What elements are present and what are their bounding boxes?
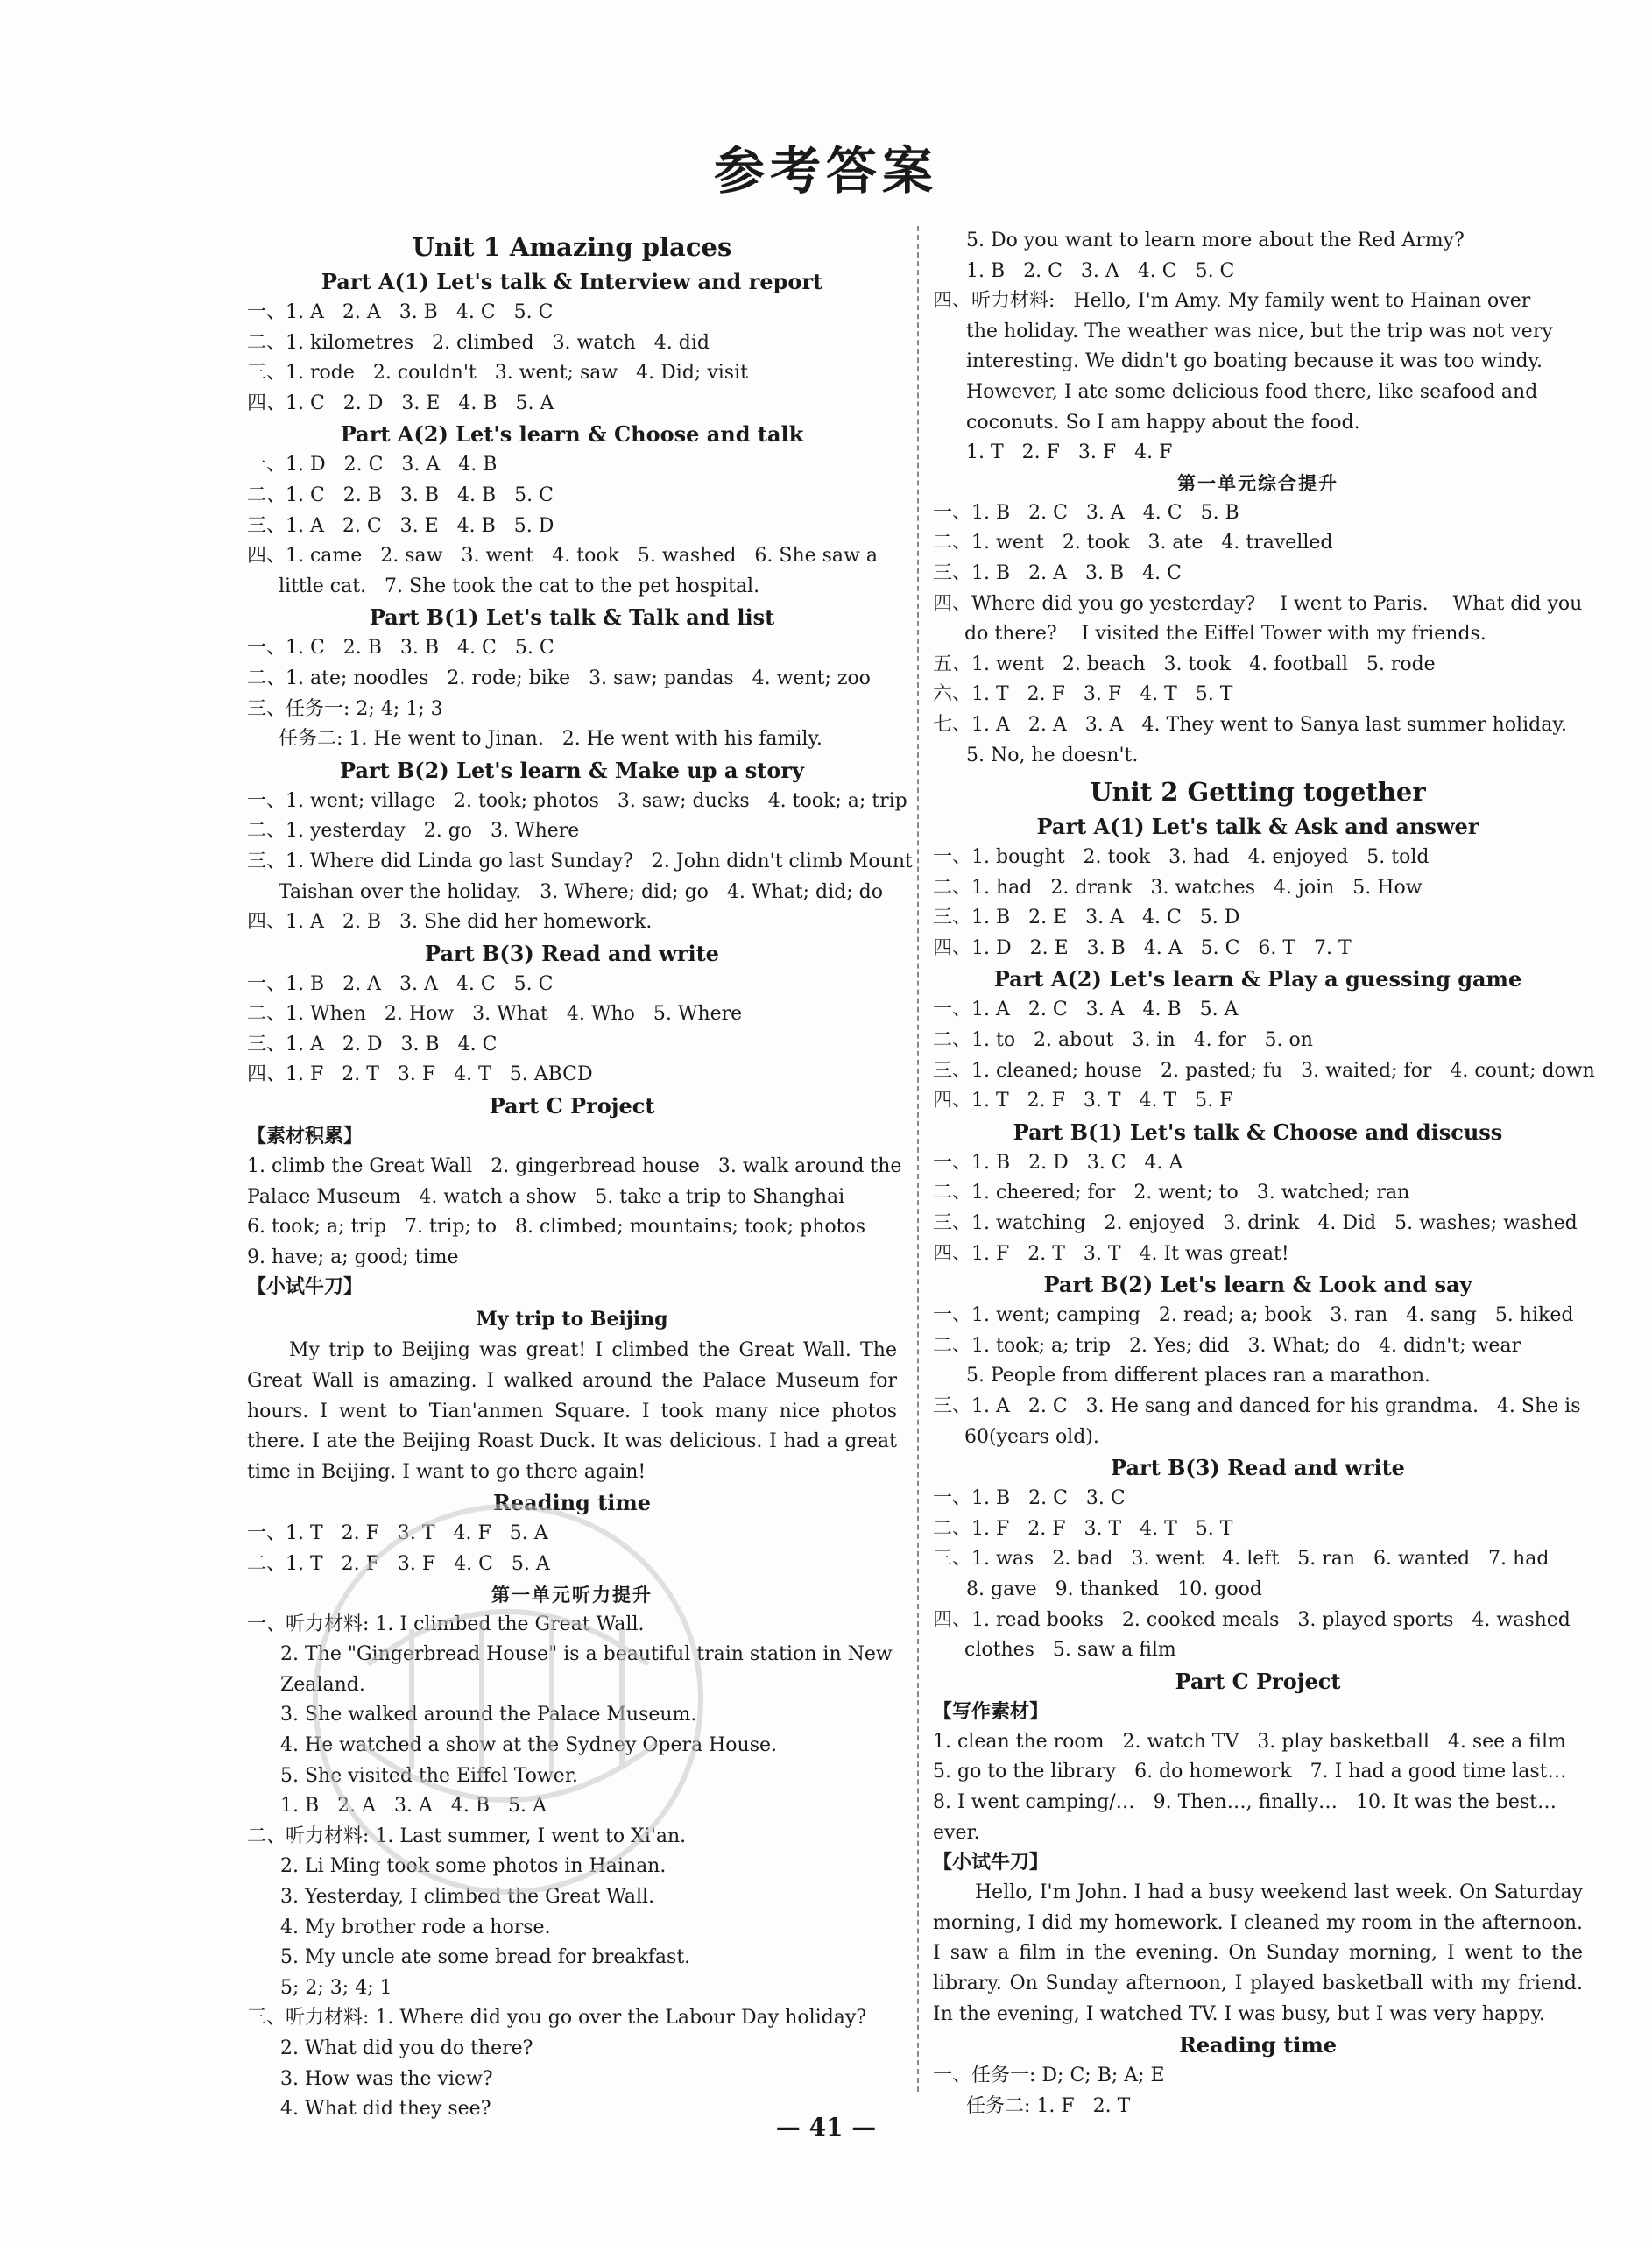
- answer-line: 1. climb the Great Wall 2. gingerbread house 3. walk around the: [247, 1155, 902, 1178]
- answer-line: 一、1. went; village 2. took; photos 3. saw; ducks 4. took; a; trip: [247, 789, 907, 812]
- part-heading: Part B(2) Let's learn & Look and say: [1043, 1272, 1472, 1298]
- answer-line: 二、1. T 2. F 3. F 4. C 5. A: [247, 1553, 550, 1575]
- answer-line: 三、1. was 2. bad 3. went 4. left 5. ran 6. wanted 7. had: [933, 1548, 1550, 1571]
- answer-line: 3. Yesterday, I climbed the Great Wall.: [280, 1885, 655, 1908]
- answer-line: 2. The "Gingerbread House" is a beautiful train station in New: [280, 1643, 893, 1666]
- answer-line: clothes 5. saw a film: [964, 1639, 1176, 1662]
- answer-line: 1. clean the room 2. watch TV 3. play basketball 4. see a film: [933, 1730, 1566, 1753]
- answer-line: 5. She visited the Eiffel Tower.: [280, 1764, 578, 1787]
- answer-line: 三、听力材料: 1. Where did you go over the Labour Day holiday?: [247, 2007, 867, 2030]
- answer-line: 三、1. cleaned; house 2. pasted; fu 3. waited; for 4. count; down: [933, 1059, 1595, 1082]
- column-divider: [917, 226, 919, 2092]
- answer-line: 二、1. cheered; for 2. went; to 3. watched; ran: [933, 1182, 1410, 1204]
- section-tag: 【写作素材】: [933, 1700, 1049, 1723]
- section-tag: 【素材积累】: [247, 1126, 364, 1148]
- answer-line: 二、1. C 2. B 3. B 4. B 5. C: [247, 484, 554, 506]
- page-number: — 41 —: [775, 2113, 877, 2142]
- answer-line: 四、听力材料: Hello, I'm Amy. My family went to Hainan over: [933, 290, 1531, 313]
- section-heading: Reading time: [1178, 2032, 1338, 2058]
- answer-line: 三、1. Where did Linda go last Sunday? 2. John didn't climb Mount: [247, 850, 913, 872]
- answer-line: 1. B 2. C 3. A 4. C 5. C: [966, 259, 1235, 282]
- part-heading: Part A(2) Let's learn & Play a guessing game: [993, 966, 1522, 992]
- section-heading: Reading time: [492, 1490, 652, 1516]
- part-heading: Part A(1) Let's talk & Ask and answer: [1036, 814, 1479, 840]
- answer-line: 一、1. bought 2. took 3. had 4. enjoyed 5. told: [933, 846, 1430, 869]
- section-tag: 【小试牛刀】: [933, 1852, 1049, 1874]
- answer-line: 5. Do you want to learn more about the Red Army?: [966, 229, 1465, 251]
- answer-line: 四、1. D 2. E 3. B 4. A 5. C 6. T 7. T: [933, 936, 1352, 959]
- answer-line: 一、任务一: D; C; B; A; E: [933, 2065, 1165, 2087]
- answer-line: 6. took; a; trip 7. trip; to 8. climbed; mountains; took; photos: [247, 1216, 866, 1239]
- part-heading: Part B(1) Let's talk & Choose and discuss: [1013, 1119, 1503, 1145]
- page-title: 参考答案: [713, 141, 938, 201]
- part-heading: Part B(3) Read and write: [425, 940, 719, 966]
- essay-paragraph: Hello, I'm John. I had a busy weekend last week. On Saturday morning, I did my homework. I cleaned my room in the afternoon. I saw a film in the evening. On Sunday morning, I went to the library. On Sunday afternoon, I played basketball with my friend. In the evening, I watched TV. I was busy, but I was very happy.: [933, 1881, 1583, 2025]
- part-heading: Part C Project: [489, 1093, 655, 1119]
- answer-line: 二、1. yesterday 2. go 3. Where: [247, 820, 580, 843]
- unit-heading: Unit 1 Amazing places: [412, 232, 732, 262]
- answer-line: 二、1. took; a; trip 2. Yes; did 3. What; do 4. didn't; wear: [933, 1334, 1521, 1357]
- answer-line: 任务二: 1. F 2. T: [966, 2094, 1131, 2117]
- answer-line: 三、1. rode 2. couldn't 3. went; saw 4. Did; visit: [247, 362, 748, 385]
- answer-line: 4. My brother rode a horse.: [280, 1916, 551, 1938]
- left-column: [247, 226, 913, 2125]
- answer-line: 三、任务一: 2; 4; 1; 3: [247, 697, 443, 720]
- answer-line: 三、1. A 2. C 3. He sang and danced for his grandma. 4. She is: [933, 1395, 1581, 1417]
- answer-line: coconuts. So I am happy about the food.: [966, 411, 1360, 434]
- part-heading: Part C Project: [1175, 1668, 1341, 1694]
- answer-line: 一、1. A 2. C 3. A 4. B 5. A: [933, 999, 1239, 1021]
- answer-line: 1. B 2. A 3. A 4. B 5. A: [280, 1795, 547, 1818]
- answer-line: 8. gave 9. thanked 10. good: [966, 1578, 1262, 1600]
- answer-line: 3. She walked around the Palace Museum.: [280, 1704, 697, 1726]
- answer-line: 一、1. B 2. C 3. C: [933, 1487, 1126, 1510]
- answer-line: Zealand.: [280, 1673, 365, 1696]
- answer-line: 一、1. A 2. A 3. B 4. C 5. C: [247, 301, 554, 323]
- answer-line: ever.: [933, 1821, 980, 1844]
- answer-line: 2. What did you do there?: [280, 2037, 533, 2059]
- answer-line: 四、1. read books 2. cooked meals 3. played sports 4. washed: [933, 1608, 1571, 1631]
- answer-line: 一、1. went; camping 2. read; a; book 3. ran 4. sang 5. hiked: [933, 1304, 1574, 1327]
- answer-line: 一、1. D 2. C 3. A 4. B: [247, 454, 498, 477]
- part-heading: Part B(1) Let's talk & Talk and list: [369, 604, 775, 631]
- answer-line: 四、1. A 2. B 3. She did her homework.: [247, 911, 653, 934]
- answer-line: 5. People from different places ran a marathon.: [966, 1365, 1431, 1387]
- answer-line: 二、1. When 2. How 3. What 4. Who 5. Where: [247, 1003, 743, 1026]
- answer-line: 四、1. C 2. D 3. E 4. B 5. A: [247, 392, 554, 414]
- answer-line: 4. He watched a show at the Sydney Opera House.: [280, 1733, 778, 1756]
- answer-line: 三、1. watching 2. enjoyed 3. drink 4. Did 5. washes; washed: [933, 1212, 1578, 1235]
- answer-line: 5. My uncle ate some bread for breakfast.: [280, 1946, 691, 1969]
- answer-line: 四、Where did you go yesterday? I went to Paris. What did you: [933, 592, 1583, 615]
- section-heading: 第一单元综合提升: [1177, 472, 1338, 494]
- right-column: [933, 226, 1595, 2121]
- answer-line: 一、听力材料: 1. I climbed the Great Wall.: [247, 1613, 645, 1635]
- essay-paragraph: My trip to Beijing was great! I climbed the Great Wall. The Great Wall is amazing. I walked around the Palace Museum for hours. I went to Tian'anmen Square. I took many nice photos there. I ate the Beijing Roast Duck. It was delicious. I had a great time in Beijing. I want to go there again!: [247, 1339, 897, 1483]
- part-heading: Part B(2) Let's learn & Make up a story: [339, 757, 804, 783]
- answer-line: 一、1. B 2. A 3. A 4. C 5. C: [247, 972, 554, 995]
- answer-line: 四、1. T 2. F 3. T 4. T 5. F: [933, 1090, 1233, 1112]
- section-tag: 【小试牛刀】: [247, 1276, 364, 1299]
- answer-line: 四、1. came 2. saw 3. went 4. took 5. washed 6. She saw a: [247, 545, 878, 568]
- answer-line: 4. What did they see?: [280, 2098, 491, 2121]
- answer-line: 3. How was the view?: [280, 2067, 493, 2090]
- part-heading: Part A(1) Let's talk & Interview and report: [321, 269, 823, 294]
- answer-line: do there? I visited the Eiffel Tower with my friends.: [964, 623, 1486, 646]
- answer-line: However, I ate some delicious food there, like seafood and: [966, 380, 1538, 403]
- answer-line: 三、1. B 2. E 3. A 4. C 5. D: [933, 907, 1240, 929]
- answer-line: the holiday. The weather was nice, but the trip was not very: [966, 320, 1553, 342]
- answer-line: 2. Li Ming took some photos in Hainan.: [280, 1855, 667, 1878]
- answer-line: 二、1. to 2. about 3. in 4. for 5. on: [933, 1029, 1313, 1052]
- answer-line: 三、1. A 2. C 3. E 4. B 5. D: [247, 514, 554, 537]
- answer-line: 9. have; a; good; time: [247, 1246, 459, 1268]
- answer-line: little cat. 7. She took the cat to the pet hospital.: [279, 575, 760, 597]
- answer-line: 七、1. A 2. A 3. A 4. They went to Sanya last summer holiday.: [933, 713, 1567, 736]
- answer-line: 1. T 2. F 3. F 4. F: [966, 441, 1173, 464]
- answer-line: 五、1. went 2. beach 3. took 4. football 5. rode: [933, 653, 1436, 675]
- answer-line: 二、1. went 2. took 3. ate 4. travelled: [933, 532, 1333, 554]
- part-heading: Part B(3) Read and write: [1111, 1455, 1405, 1481]
- answer-line: 二、1. F 2. F 3. T 4. T 5. T: [933, 1517, 1233, 1540]
- answer-line: 六、1. T 2. F 3. F 4. T 5. T: [933, 683, 1233, 706]
- part-heading: Part A(2) Let's learn & Choose and talk: [340, 421, 804, 448]
- answer-line: interesting. We didn't go boating because it was too windy.: [966, 350, 1543, 373]
- answer-line: 一、1. C 2. B 3. B 4. C 5. C: [247, 637, 554, 660]
- answer-line: 60(years old).: [964, 1425, 1099, 1448]
- answer-line: 5. go to the library 6. do homework 7. I had a good time last…: [933, 1761, 1567, 1783]
- answer-line: 二、1. ate; noodles 2. rode; bike 3. saw; pandas 4. went; zoo: [247, 667, 871, 689]
- answer-line: 5. No, he doesn't.: [966, 744, 1139, 766]
- answer-line: 四、1. F 2. T 3. F 4. T 5. ABCD: [247, 1063, 593, 1086]
- answer-line: 四、1. F 2. T 3. T 4. It was great!: [933, 1242, 1289, 1265]
- answer-line: 二、听力材料: 1. Last summer, I went to Xi'an.: [247, 1825, 687, 1847]
- answer-line: 一、1. T 2. F 3. T 4. F 5. A: [247, 1522, 548, 1545]
- unit-heading: Unit 2 Getting together: [1090, 777, 1426, 808]
- section-heading: 第一单元听力提升: [491, 1584, 653, 1606]
- answer-line: 三、1. A 2. D 3. B 4. C: [247, 1033, 498, 1055]
- answer-line: Taishan over the holiday. 3. Where; did; go 4. What; did; do: [279, 880, 883, 903]
- answer-line: 任务二: 1. He went to Jinan. 2. He went with his family.: [279, 728, 822, 751]
- answer-line: Palace Museum 4. watch a show 5. take a trip to Shanghai: [247, 1185, 845, 1208]
- answer-line: 二、1. kilometres 2. climbed 3. watch 4. did: [247, 331, 710, 354]
- answer-line: 一、1. B 2. C 3. A 4. C 5. B: [933, 501, 1239, 524]
- answer-line: 一、1. B 2. D 3. C 4. A: [933, 1151, 1183, 1174]
- answer-line: 三、1. B 2. A 3. B 4. C: [933, 561, 1182, 584]
- answer-line: 二、1. had 2. drank 3. watches 4. join 5. How: [933, 876, 1423, 899]
- essay-title: My trip to Beijing: [476, 1308, 668, 1331]
- answer-line: 5; 2; 3; 4; 1: [280, 1976, 392, 1999]
- answer-line: 8. I went camping/… 9. Then…, finally… 10. It was the best…: [933, 1790, 1557, 1813]
